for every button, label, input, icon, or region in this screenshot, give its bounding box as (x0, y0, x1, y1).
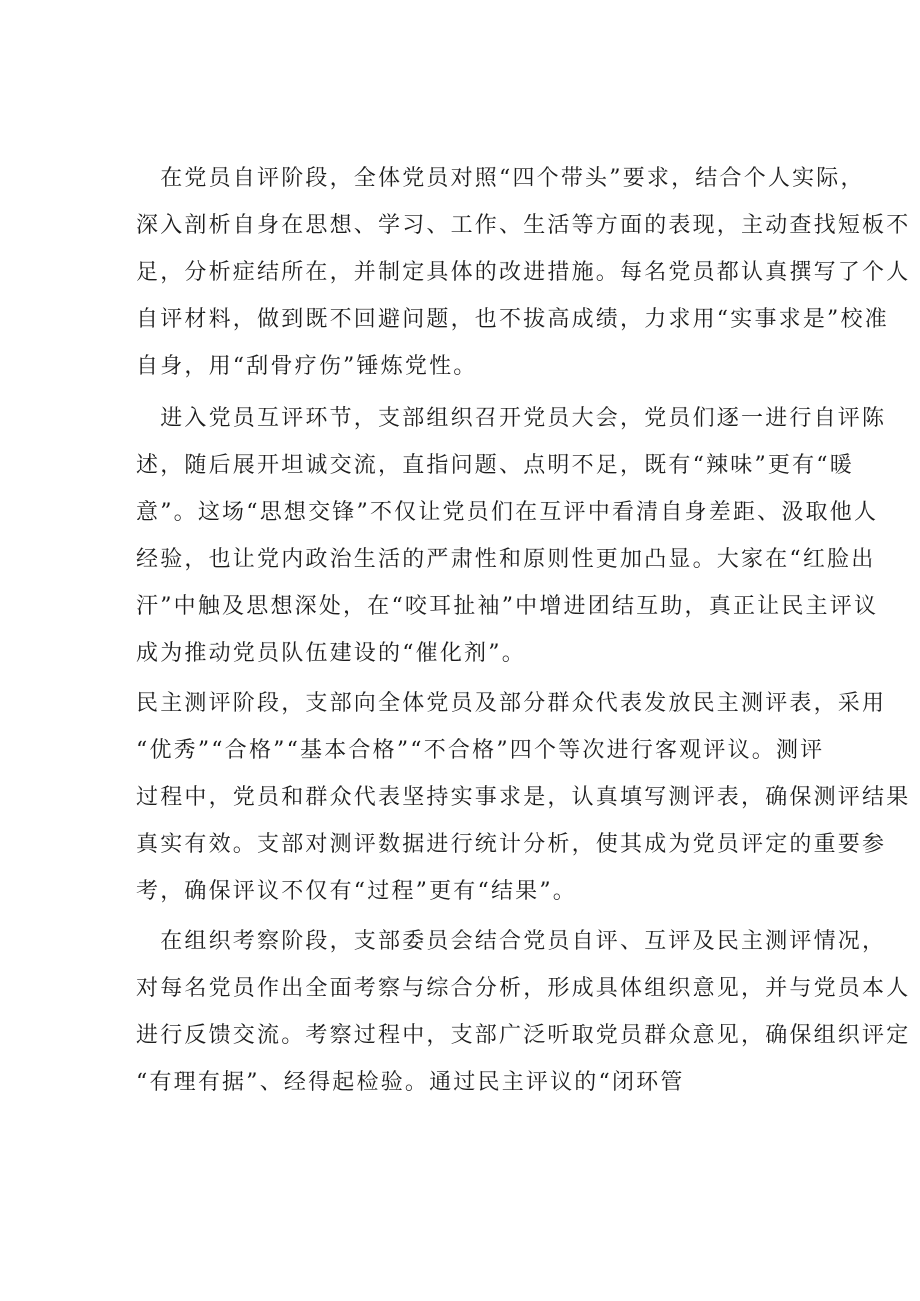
text-line: 在组织考察阶段，支部委员会结合党员自评、互评及民主测评情况， (136, 929, 887, 954)
text-line: “有理有据”、经得起检验。通过民主评议的“闭环管 (136, 1070, 685, 1095)
paragraph-democratic-assessment (136, 680, 911, 915)
text-line: 汗”中触及思想深处，在“咬耳扯袖”中增进团结互助，真正让民主评议 (136, 594, 879, 619)
paragraph-organizational-review (136, 918, 911, 1106)
text-line: 真实有效。支部对测评数据进行统计分析，使其成为党员评定的重要参 (136, 832, 887, 857)
text-line: 自身，用“刮骨疗伤”锤炼党性。 (136, 354, 478, 379)
text-line: 成为推动党员队伍建设的“催化剂”。 (136, 641, 526, 666)
text-line: 考，确保评议不仅有“过程”更有“结果”。 (136, 879, 577, 904)
text-line: 自评材料，做到既不回避问题，也不拔高成绩，力求用“实事求是”校准 (136, 307, 889, 332)
text-line: 述，随后展开坦诚交流，直指问题、点明不足，既有“辣味”更有“暖 (136, 453, 854, 478)
text-line: “优秀”“合格”“基本合格”“不合格”四个等次进行客观评议。测评 (136, 738, 825, 763)
text-line: 民主测评阶段，支部向全体党员及部分群众代表发放民主测评表，采用 (136, 691, 887, 716)
text-line: 在党员自评阶段，全体党员对照“四个带头”要求，结合个人实际， (136, 166, 865, 191)
paragraph-mutual-evaluation (136, 395, 887, 677)
text-line: 经验，也让党内政治生活的严肃性和原则性更加凸显。大家在“红脸出 (136, 547, 876, 572)
paragraph-self-evaluation (136, 155, 911, 390)
text-line: 进行反馈交流。考察过程中，支部广泛听取党员群众意见，确保组织评定 (136, 1023, 911, 1048)
text-line: 过程中，党员和群众代表坚持实事求是，认真填写测评表，确保测评结果 (136, 785, 911, 810)
text-line: 意”。这场“思想交锋”不仅让党员们在互评中看清自身差距、汲取他人 (136, 500, 879, 525)
text-line: 进入党员互评环节，支部组织召开党员大会，党员们逐一进行自评陈 (136, 406, 887, 431)
text-line: 深入剖析自身在思想、学习、工作、生活等方面的表现，主动查找短板不 (136, 213, 911, 238)
text-line: 对每名党员作出全面考察与综合分析，形成具体组织意见，并与党员本人 (136, 976, 911, 1001)
text-line: 足，分析症结所在，并制定具体的改进措施。每名党员都认真撰写了个人 (136, 260, 911, 285)
